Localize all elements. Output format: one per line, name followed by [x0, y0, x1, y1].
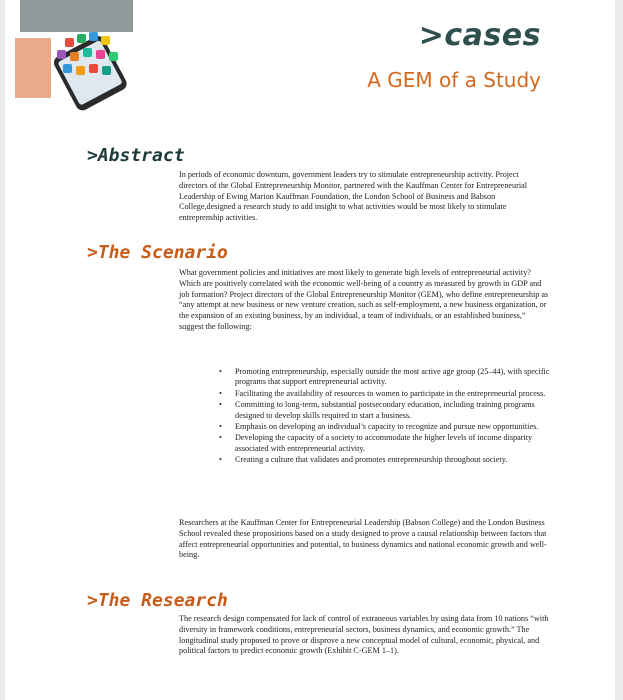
- bullet-text: Creating a culture that validates and promotes entrepreneurship throughout society.: [235, 455, 508, 465]
- bullet-icon: •: [219, 455, 222, 465]
- bullet-text: Promoting entrepreneurship, especially outside the most active age group (25–44), with specific programs that support entrepreneurial activity.: [235, 367, 550, 387]
- research-paragraph: The research design compensated for lack of control of extraneous variables by using data from 10 nations “with diversity in framework conditions, entrepreneurial sectors, business dynamics, and economic growth.” The longitudinal study proposed to prove or disprove a new conceptual model of cultural, economic, physical, and political factors to predict economic growth (Exhibit C-GEM 1–1).: [179, 614, 549, 656]
- list-item: [219, 389, 551, 399]
- list-item: [219, 367, 551, 388]
- case-title: A GEM of a Study: [367, 68, 541, 92]
- scenario-closing-paragraph: Researchers at the Kauffman Center for Entrepreneurial Leadership (Babson College) and the London Business School revealed these propositions based on a study designed to prove a causal relationship between factors that affect entrepreneurial opportunities and potential, to business dynamics and national economic growth and well-being.: [179, 518, 547, 560]
- research-text: [179, 614, 549, 657]
- list-item: [219, 455, 551, 465]
- textbook-page: [5, 0, 615, 700]
- bullet-text: Committing to long-term, substantial postsecondary education, including training programs designed to develop skills required to start a business.: [235, 400, 535, 420]
- bullet-text: Emphasis on developing an individual’s capacity to recognize and pursue new opportunities.: [235, 422, 539, 432]
- bullet-icon: •: [219, 400, 222, 410]
- section-label: >cases: [418, 18, 541, 53]
- abstract-paragraph: In periods of economic downturn, government leaders try to stimulate entrepreneurship activity. Project directors of the Global Entrepreneurship Monitor, partnered with the Kauffman Center for Entrepreneurial Leadership of Ewing Marion Kauffman Foundation, the London School of Business and Babson College,designed a research study to add insight to what activities would be most likely to stimulate entreprenship activities.: [179, 170, 528, 223]
- list-item: [219, 400, 551, 421]
- bullet-icon: •: [219, 367, 222, 376]
- research-heading: >The Research: [87, 590, 228, 611]
- scenario-heading: >The Scenario: [87, 242, 228, 263]
- list-item: [219, 433, 551, 454]
- bullet-text: Facilitating the availability of resources to women to participate in the entrepreneurial process.: [235, 388, 546, 398]
- smartphone-apps-icon: [43, 30, 133, 112]
- scenario-intro: [179, 268, 549, 333]
- bullet-text: Developing the capacity of a society to accommodate the higher levels of income disparity associated with entrepreneurial activity.: [235, 433, 533, 453]
- decorative-grey-block: [20, 0, 133, 32]
- abstract-text: [179, 170, 549, 224]
- abstract-heading: >Abstract: [87, 145, 185, 166]
- scenario-intro-paragraph: What government policies and initiatives are most likely to generate high levels of entrepreneurial activity? Which are positively correlated with the economic well-being of a country as measured by growth in GDP and job formation? Project directors of the Global Entrepreneurship Monitor (GEM), who define entrepreneurship as “any attempt at new business or new venture creation, such as self-employment, a new business organization, or the expansion of an existing business, by an individual, a team of individuals, or an established business,” suggest the following:: [179, 268, 549, 331]
- bullet-icon: •: [219, 433, 222, 443]
- bullet-icon: •: [219, 388, 222, 398]
- bullet-icon: •: [219, 422, 222, 432]
- scenario-bullet-list: [219, 367, 551, 467]
- list-item: [219, 422, 551, 432]
- scenario-closing: [179, 518, 549, 561]
